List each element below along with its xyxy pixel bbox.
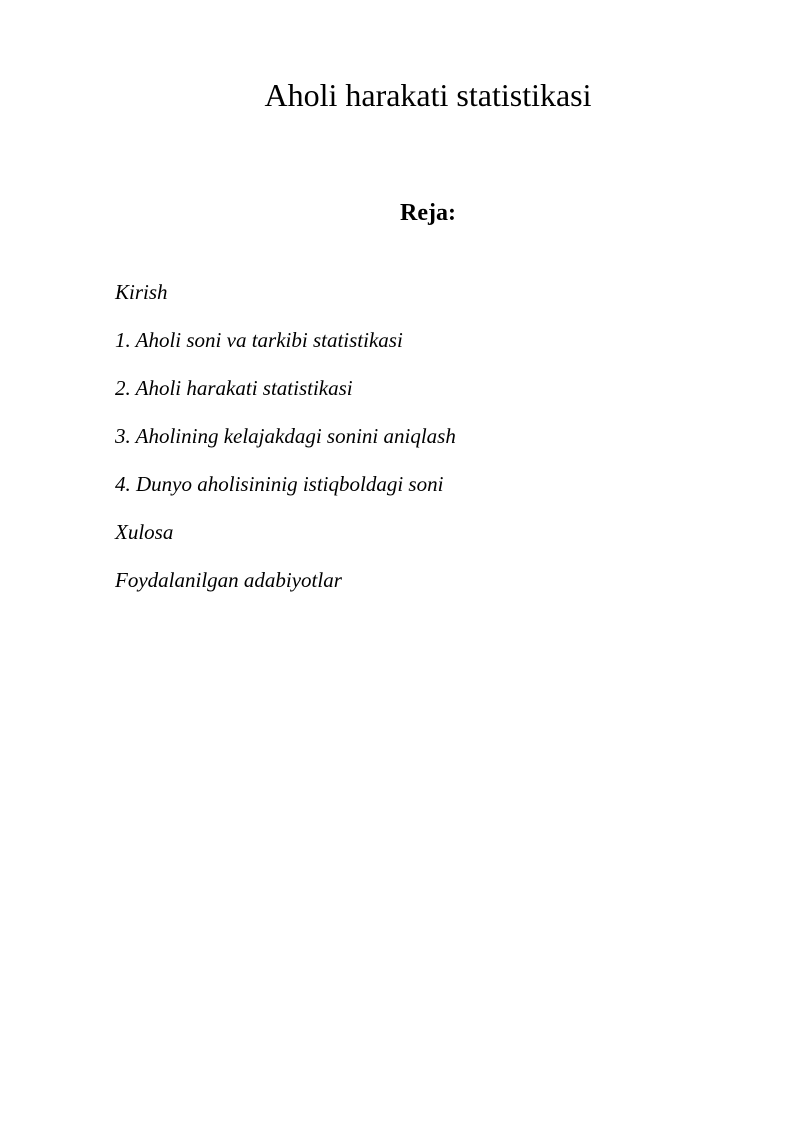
plan-heading: Reja: [400, 200, 456, 226]
plan-item-1: 1. Aholi soni va tarkibi statistikasi [115, 328, 403, 352]
plan-list [115, 279, 456, 615]
plan-item-4: 4. Dunyo aholisininig istiqboldagi soni [115, 472, 444, 496]
document-title: Aholi harakati statistikasi [264, 77, 592, 113]
plan-item-references: Foydalanilgan adabiyotlar [115, 568, 342, 592]
plan-item-introduction: Kirish [115, 280, 168, 304]
plan-item-conclusion: Xulosa [115, 520, 174, 544]
plan-item-2: 2. Aholi harakati statistikasi [115, 376, 353, 400]
plan-item-3: 3. Aholining kelajakdagi sonini aniqlash [115, 424, 456, 448]
